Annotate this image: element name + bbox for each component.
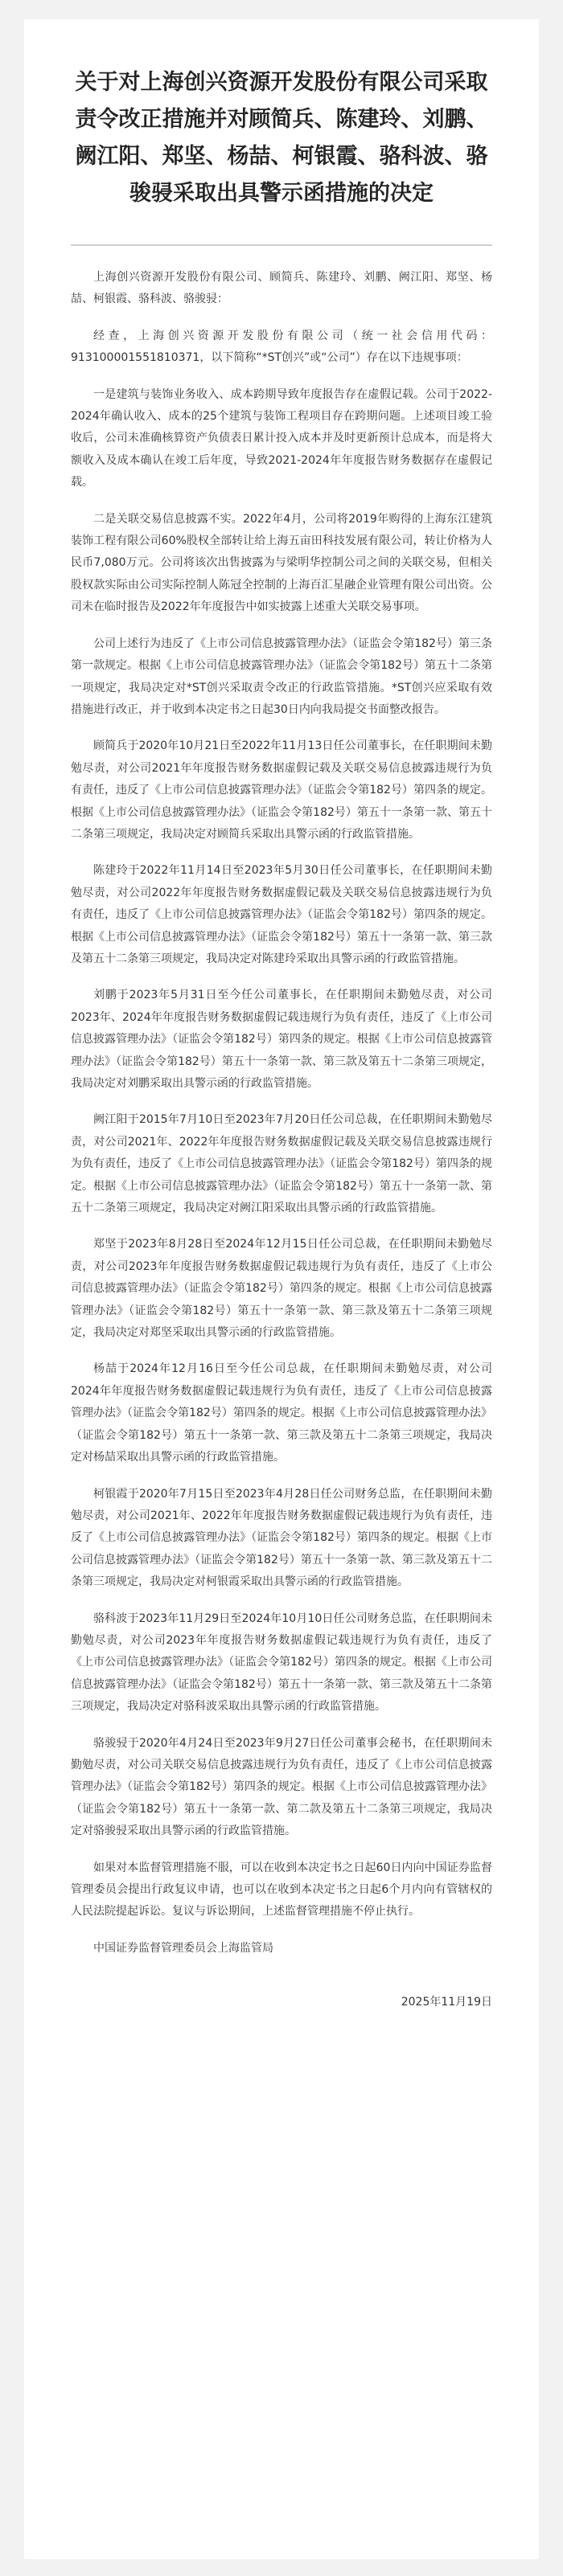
addressee-paragraph: 上海创兴资源开发股份有限公司、顾简兵、陈建玲、刘鹏、阙江阳、郑坚、杨喆、柯银霞、骆科波、骆骏骎： (71, 271, 492, 306)
body-paragraph: 阙江阳于2015年7月10日至2023年7月20日任公司总裁，在任职期间未勤勉尽责，对公司2021年、2022年年度报告财务数据虚假记载及关联交易信息披露违规行为负有责任，违反了《上市公司信息披露管理办法》（证监会令第182号）第四条的规定。根据《上市公司信息披露管理办法》（证监会令第182号）第五十一条第一款、第五十二条第三项规定，我局决定对阙江阳采取出具警示函的行政监管措施。 (71, 1113, 492, 1215)
body-paragraph: 刘鹏于2023年5月31日至今任公司董事长，在任职期间未勤勉尽责，对公司2023年、2024年年度报告财务数据虚假记载违规行为负有责任，违反了《上市公司信息披露管理办法》（证监会令第182号）第四条的规定。根据《上市公司信息披露管理办法》（证监会令第182号）第五十一条第一款、第三款及第五十二条第三项规定，我局决定对刘鹏采取出具警示函的行政监管措施。 (71, 989, 492, 1090)
body-paragraph: 陈建玲于2022年11月14日至2023年5月30日任公司董事长，在任职期间未勤勉尽责，对公司2022年年度报告财务数据虚假记载及关联交易信息披露违规行为负有责任，违反了《上市公司信息披露管理办法》（证监会令第182号）第四条的规定。根据《上市公司信息披露管理办法》（证监会令第182号）第五十一条第一款、第三款及第五十二条第三项规定，我局决定对陈建玲采取出具警示函的行政监管措施。 (71, 864, 492, 965)
body-paragraph: 柯银霞于2020年7月15日至2023年4月28日任公司财务总监，在任职期间未勤勉尽责，对公司2021年、2022年年度报告财务数据虚假记载违规行为负有责任，违反了《上市公司信息披露管理办法》（证监会令第182号）第四条的规定。根据《上市公司信息披露管理办法》（证监会令第182号）第五十一条第一款、第三款及第五十二条第三项规定，我局决定对柯银霞采取出具警示函的行政监管措施。 (71, 1487, 492, 1589)
body-paragraph: 骆骏骎于2020年4月24日至2023年9月27日任公司董事会秘书，在任职期间未勤勉尽责，对公司关联交易信息披露违规行为负有责任，违反了《上市公司信息披露管理办法》（证监会令第182号）第四条的规定。根据《上市公司信息披露管理办法》（证监会令第182号）第五十一条第一款、第二款及第五十二条第三项规定，我局决定对骆骏骎采取出具警示函的行政监管措施。 (71, 1736, 492, 1838)
document-body (71, 267, 492, 2013)
body-paragraph: 顾简兵于2020年10月21日至2022年11月13日任公司董事长，在任职期间未勤勉尽责，对公司2021年年度报告财务数据虚假记载及关联交易信息披露违规行为负有责任，违反了《上市公司信息披露管理办法》（证监会令第182号）第四条的规定。根据《上市公司信息披露管理办法》（证监会令第182号）第五十一条第一款、第五十二条第三项规定，我局决定对顾简兵采取出具警示函的行政监管措施。 (71, 739, 492, 841)
body-paragraph: 公司上述行为违反了《上市公司信息披露管理办法》（证监会令第182号）第三条第一款规定。根据《上市公司信息披露管理办法》（证监会令第182号）第五十二条第一项规定，我局决定对*ST创兴采取责令改正的行政监管措施。*ST创兴应采取有效措施进行改正，并于收到本决定书之日起30日内向我局提交书面整改报告。 (71, 637, 492, 716)
document-card (24, 19, 539, 2559)
title-divider (71, 244, 492, 246)
body-paragraph: 一是建筑与装饰业务收入、成本跨期导致年度报告存在虚假记载。公司于2022-2024年确认收入、成本的25个建筑与装饰工程项目存在跨期问题。上述项目竣工验收后，公司未准确核算资产负债表日累计投入成本并及时更新预计总成本，而是将大额收入及成本确认在竣工后年度，导致2021-2024年年度报告财务数据存在虚假记载。 (71, 387, 492, 489)
body-paragraph: 二是关联交易信息披露不实。2022年4月，公司将2019年购得的上海东江建筑装饰工程有限公司60%股权全部转让给上海五亩田科技发展有限公司，转让价格为人民币7,080万元。公司将该次出售披露为与梁明华控制公司之间的关联交易，但相关股权款实际由公司实际控制人陈冠全控制的上海百汇星融企业管理有限公司出资。公司未在临时报告及2022年年度报告中如实披露上述重大关联交易事项。 (71, 512, 492, 614)
body-paragraph: 经查，上海创兴资源开发股份有限公司（统一社会信用代码：913100001551810371，以下简称“*ST创兴”或“公司”）存在以下违规事项： (71, 329, 492, 365)
body-paragraph: 骆科波于2023年11月29日至2024年10月10日任公司财务总监，在任职期间未勤勉尽责，对公司2023年年度报告财务数据虚假记载违规行为负有责任，违反了《上市公司信息披露管理办法》（证监会令第182号）第四条的规定。根据《上市公司信息披露管理办法》（证监会令第182号）第五十一条第一款、第三款及第五十二条第三项规定，我局决定对骆科波采取出具警示函的行政监管措施。 (71, 1612, 492, 1714)
issuer-signature: 中国证券监督管理委员会上海监管局 (93, 1941, 273, 1955)
body-paragraph: 杨喆于2024年12月16日至今任公司总裁，在任职期间未勤勉尽责，对公司2024年年度报告财务数据虚假记载违规行为负有责任，违反了《上市公司信息披露管理办法》（证监会令第182号）第四条的规定。根据《上市公司信息披露管理办法》（证监会令第182号）第五十一条第一款、第三款及第五十二条第三项规定，我局决定对杨喆采取出具警示函的行政监管措施。 (71, 1362, 492, 1464)
body-paragraph: 郑坚于2023年8月28日至2024年12月15日任公司总裁，在任职期间未勤勉尽责，对公司2023年年度报告财务数据虚假记载违规行为负有责任，违反了《上市公司信息披露管理办法》（证监会令第182号）第四条的规定。根据《上市公司信息披露管理办法》（证监会令第182号）第五十一条第一款、第三款及第五十二条第三项规定，我局决定对郑坚采取出具警示函的行政监管措施。 (71, 1238, 492, 1340)
appeal-paragraph: 如果对本监督管理措施不服，可以在收到本决定书之日起60日内向中国证券监督管理委员会提出行政复议申请，也可以在收到本决定书之日起6个月内向有管辖权的人民法院提起诉讼。复议与诉讼期间，上述监督管理措施不停止执行。 (71, 1861, 492, 1919)
issue-date: 2025年11月19日 (401, 1995, 492, 2009)
document-title: 关于对上海创兴资源开发股份有限公司采取责令改正措施并对顾简兵、陈建玲、刘鹏、阙江阳、郑坚、杨喆、柯银霞、骆科波、骆骏骎采取出具警示函措施的决定 (75, 70, 488, 206)
